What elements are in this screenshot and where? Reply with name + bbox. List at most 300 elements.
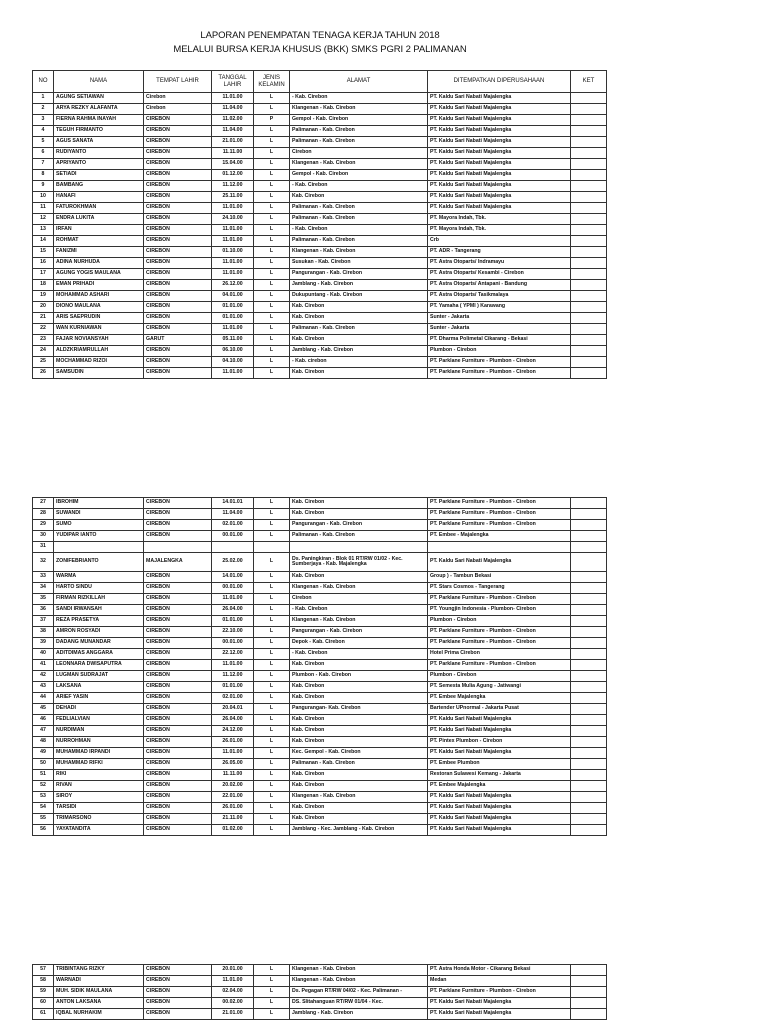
cell-birthdate: 01.12.00 [212,170,254,181]
cell-gender [254,542,290,553]
cell-address: - Kab. Cirebon [290,181,428,192]
table-row [33,203,607,214]
cell-gender: L [254,605,290,616]
cell-no: 21 [33,313,54,324]
cell-name: HARTO SINDU [54,583,144,594]
table-row [33,313,607,324]
cell-gender: L [254,638,290,649]
table-row [33,825,607,836]
cell-birthplace: CIREBON [144,594,212,605]
table-row [33,671,607,682]
table-row [33,258,607,269]
cell-address: Kab. Cirebon [290,737,428,748]
cell-birthplace: Cirebon [144,104,212,115]
cell-birthdate: 01.01.00 [212,682,254,693]
cell-address: Klangenan - Kab. Cirebon [290,247,428,258]
cell-company: Sunter - Jakarta [428,313,571,324]
cell-name: LAKSANA [54,682,144,693]
cell-note [571,987,607,998]
cell-no: 45 [33,704,54,715]
cell-no: 2 [33,104,54,115]
column-header: NAMA [54,71,144,93]
cell-note [571,605,607,616]
cell-name: WARNADI [54,976,144,987]
cell-note [571,976,607,987]
cell-note [571,715,607,726]
cell-birthplace: CIREBON [144,660,212,671]
cell-note [571,291,607,302]
table-row [33,324,607,335]
cell-birthdate: 26.12.00 [212,280,254,291]
cell-address: - Kab. cirebon [290,357,428,368]
cell-note [571,192,607,203]
table-row [33,498,607,509]
cell-company: PT. Kaldu Sari Nabati Majalengka [428,825,571,836]
cell-address: Kab. Cirebon [290,192,428,203]
cell-birthplace: CIREBON [144,759,212,770]
cell-birthdate: 24.12.00 [212,726,254,737]
cell-birthdate: 11.11.00 [212,770,254,781]
cell-birthdate: 24.10.00 [212,214,254,225]
cell-gender: L [254,825,290,836]
cell-gender: L [254,737,290,748]
cell-gender: L [254,236,290,247]
cell-no: 46 [33,715,54,726]
cell-name: SUMO [54,520,144,531]
cell-birthplace: CIREBON [144,814,212,825]
cell-address [290,542,428,553]
cell-no: 33 [33,572,54,583]
cell-note [571,627,607,638]
cell-birthplace: CIREBON [144,531,212,542]
cell-name: SIROY [54,792,144,803]
cell-birthdate: 11.12.00 [212,181,254,192]
cell-name: MOCHAMMAD RIZOI [54,357,144,368]
cell-gender: L [254,258,290,269]
cell-birthplace: CIREBON [144,726,212,737]
table-row [33,781,607,792]
cell-name: YUDIPAR IANTO [54,531,144,542]
cell-gender: L [254,531,290,542]
cell-address: Palimanan - Kab. Cirebon [290,531,428,542]
cell-gender: L [254,192,290,203]
table-row [33,236,607,247]
cell-address: Kab. Cirebon [290,781,428,792]
cell-name: ARIS SAEPRUDIN [54,313,144,324]
cell-company: Plumbon - Cirebon [428,671,571,682]
cell-birthplace: CIREBON [144,825,212,836]
cell-gender: L [254,214,290,225]
cell-note [571,236,607,247]
placement-table-part2 [32,497,607,836]
cell-gender: L [254,93,290,104]
cell-birthplace: CIREBON [144,181,212,192]
cell-gender: L [254,509,290,520]
report-title: LAPORAN PENEMPATAN TENAGA KERJA TAHUN 2018 [200,30,440,41]
cell-name: ADINA NURHUDA [54,258,144,269]
cell-name: SUWANDI [54,509,144,520]
table-row [33,553,607,572]
cell-birthdate: 01.01.00 [212,313,254,324]
cell-no: 18 [33,280,54,291]
cell-name: ENDRA LUKITA [54,214,144,225]
table-row [33,572,607,583]
cell-birthdate: 11.01.00 [212,660,254,671]
table-row [33,115,607,126]
cell-name: EMAN PRIHADI [54,280,144,291]
cell-company: PT. ADR - Tangerang [428,247,571,258]
cell-name: IBROHIM [54,498,144,509]
table-row [33,335,607,346]
cell-birthplace: CIREBON [144,781,212,792]
table-row [33,583,607,594]
cell-note [571,814,607,825]
cell-birthplace: CIREBON [144,498,212,509]
cell-note [571,509,607,520]
cell-company: PT. Parklane Furniture - Plumbon - Cirebon [428,498,571,509]
cell-company: PT. Dharma Polimetal Cikarang - Bekasi [428,335,571,346]
cell-birthdate: 01.10.00 [212,247,254,258]
cell-address: Kab. Cirebon [290,368,428,379]
cell-company: Restoran Sulawesi Kemang - Jakarta [428,770,571,781]
cell-company: PT. Kaldu Sari Nabati Majalengka [428,126,571,137]
table-row [33,638,607,649]
cell-company: PT. Kaldu Sari Nabati Majalengka [428,1009,571,1020]
cell-company: PT. Parklane Furniture - Plumbon - Cirebon [428,357,571,368]
cell-name: ZONIFEBRIANTO [54,553,144,572]
table-row [33,148,607,159]
cell-company: PT. Pintex Plumbon - Cirebon [428,737,571,748]
table-row [33,291,607,302]
cell-address: Ds. Paningkiran - Blok 01 RT/RW 01/02 - Kec. Sumberjaya - Kab. Majalengka [290,553,428,572]
cell-name: FAJAR NOVIANSYAH [54,335,144,346]
cell-name: FIRMAN RIZKILLAH [54,594,144,605]
cell-gender: L [254,357,290,368]
cell-no: 19 [33,291,54,302]
cell-company: PT. Astra Otoparts/ Indramayu [428,258,571,269]
cell-no: 30 [33,531,54,542]
table-row [33,225,607,236]
cell-no: 37 [33,616,54,627]
cell-birthdate: 11.01.00 [212,748,254,759]
cell-company: PT. Kaldu Sari Nabati Majalengka [428,148,571,159]
cell-birthplace: CIREBON [144,225,212,236]
cell-birthdate: 26.04.00 [212,605,254,616]
cell-name: IRFAN [54,225,144,236]
cell-company: PT. Kaldu Sari Nabati Majalengka [428,104,571,115]
cell-no: 32 [33,553,54,572]
cell-note [571,368,607,379]
cell-address: Kab. Cirebon [290,693,428,704]
cell-no: 7 [33,159,54,170]
cell-birthplace: CIREBON [144,148,212,159]
cell-birthdate: 21.01.00 [212,137,254,148]
cell-name: MUH. SIDIK MAULANA [54,987,144,998]
cell-gender: L [254,803,290,814]
cell-no: 39 [33,638,54,649]
table-row [33,803,607,814]
cell-name: APRIYANTO [54,159,144,170]
cell-gender: L [254,225,290,236]
cell-gender: L [254,520,290,531]
cell-address: Kab. Cirebon [290,803,428,814]
cell-address: Klangenan - Kab. Cirebon [290,616,428,627]
cell-company: PT. Kaldu Sari Nabati Majalengka [428,115,571,126]
cell-name: HANAFI [54,192,144,203]
table-row [33,1009,607,1020]
cell-gender: L [254,583,290,594]
table-row [33,715,607,726]
cell-no: 52 [33,781,54,792]
cell-note [571,638,607,649]
cell-gender: L [254,181,290,192]
table-header-row [33,71,607,93]
cell-name: DEHADI [54,704,144,715]
cell-no: 61 [33,1009,54,1020]
cell-name: MUHAMMAD RIFKI [54,759,144,770]
cell-gender: L [254,291,290,302]
cell-company: PT. Kaldu Sari Nabati Majalengka [428,203,571,214]
table-row [33,181,607,192]
cell-birthplace: CIREBON [144,605,212,616]
table-row [33,737,607,748]
cell-note [571,520,607,531]
table-row [33,302,607,313]
cell-note [571,170,607,181]
cell-birthdate: 22.12.00 [212,649,254,660]
cell-gender: L [254,770,290,781]
cell-birthplace: CIREBON [144,280,212,291]
cell-company: Group ) - Tambun Bekasi [428,572,571,583]
cell-gender: L [254,1009,290,1020]
placement-table-part1 [32,70,607,379]
cell-gender: L [254,553,290,572]
cell-company: PT. Yamaha ( YPMI ) Karawang [428,302,571,313]
cell-address: Pangurangan - Kab. Cirebon [290,269,428,280]
cell-birthplace: CIREBON [144,137,212,148]
cell-company: PT. Semesta Mulia Agung - Jatiwangi [428,682,571,693]
cell-birthdate: 11.12.00 [212,671,254,682]
cell-no: 14 [33,236,54,247]
cell-name: SANDI IRWANSAH [54,605,144,616]
cell-gender: L [254,781,290,792]
cell-note [571,159,607,170]
cell-name: WARMA [54,572,144,583]
column-header: JENIS KELAMIN [254,71,290,93]
cell-birthplace: CIREBON [144,682,212,693]
cell-company: PT. Astra Otoparts/ Antapani - Bandung [428,280,571,291]
cell-birthdate: 11.01.00 [212,93,254,104]
cell-gender: L [254,693,290,704]
cell-name: FIERNA RAHMA INAYAH [54,115,144,126]
cell-gender: L [254,498,290,509]
cell-company: PT. Embee Plumbon [428,759,571,770]
cell-gender: L [254,671,290,682]
cell-name: FANIZMI [54,247,144,258]
cell-name: WAN KURNIAWAN [54,324,144,335]
cell-birthplace: MAJALENGKA [144,553,212,572]
table-row [33,104,607,115]
cell-birthdate: 00.01.00 [212,638,254,649]
cell-address: Jamblang - Kec. Jamblang - Kab. Cirebon [290,825,428,836]
cell-no: 15 [33,247,54,258]
cell-address: Kab. Cirebon [290,770,428,781]
cell-company: PT. Parklane Furniture - Plumbon - Cirebon [428,627,571,638]
cell-gender: L [254,792,290,803]
cell-no: 60 [33,998,54,1009]
cell-no: 58 [33,976,54,987]
cell-address: Palimanan - Kab. Cirebon [290,126,428,137]
cell-address: Ds. Pegagan RT/RW 04/02 - Kec. Palimanan - [290,987,428,998]
cell-address: Dukupuntang - Kab. Cirebon [290,291,428,302]
cell-name: ROHMAT [54,236,144,247]
cell-gender: L [254,247,290,258]
cell-birthplace: CIREBON [144,616,212,627]
cell-no: 54 [33,803,54,814]
table-row [33,748,607,759]
cell-note [571,671,607,682]
cell-birthplace: CIREBON [144,357,212,368]
cell-note [571,302,607,313]
cell-birthplace: CIREBON [144,214,212,225]
table-row [33,269,607,280]
cell-company [428,542,571,553]
cell-birthplace: CIREBON [144,313,212,324]
cell-name: IQBAL NURHAKIM [54,1009,144,1020]
cell-note [571,649,607,660]
cell-no: 27 [33,498,54,509]
table-row [33,814,607,825]
cell-gender: L [254,649,290,660]
cell-gender: L [254,987,290,998]
cell-birthplace: CIREBON [144,170,212,181]
cell-no: 47 [33,726,54,737]
cell-birthdate [212,542,254,553]
cell-birthplace: CIREBON [144,368,212,379]
cell-company: PT. Embee Majalengka [428,693,571,704]
cell-company: PT. Astra Honda Motor - Cikarang Bekasi [428,965,571,976]
cell-note [571,498,607,509]
cell-note [571,583,607,594]
cell-birthplace: CIREBON [144,998,212,1009]
table-row [33,594,607,605]
cell-address: Klangenan - Kab. Cirebon [290,159,428,170]
cell-company: PT. Parklane Furniture - Plumbon - Cirebon [428,520,571,531]
cell-name: RIVAN [54,781,144,792]
cell-birthdate: 20.04.01 [212,704,254,715]
column-header: KET [571,71,607,93]
cell-birthdate: 11.01.00 [212,258,254,269]
cell-gender: L [254,616,290,627]
cell-note [571,148,607,159]
cell-no: 56 [33,825,54,836]
cell-address: Pangurangan - Kab. Cirebon [290,520,428,531]
table-row [33,682,607,693]
cell-birthdate: 06.10.00 [212,346,254,357]
cell-address: Klangenan - Kab. Cirebon [290,965,428,976]
cell-name: BAMBANG [54,181,144,192]
cell-company: PT. Youngjin Indonesia - Plumbon- Cirebon [428,605,571,616]
cell-birthdate: 01.02.00 [212,825,254,836]
cell-address: Kec. Gempol - Kab. Cirebon [290,748,428,759]
table-row [33,357,607,368]
cell-address: Palimanan - Kab. Cirebon [290,214,428,225]
cell-birthplace: CIREBON [144,520,212,531]
cell-note [571,313,607,324]
cell-name: RIKI [54,770,144,781]
cell-name: FEDLIALVIAN [54,715,144,726]
cell-company: PT. Kaldu Sari Nabati Majalengka [428,159,571,170]
cell-company: PT. Parklane Furniture - Plumbon - Cirebon [428,594,571,605]
cell-address: Klangenan - Kab. Cirebon [290,583,428,594]
cell-birthplace: CIREBON [144,236,212,247]
cell-address: Kab. Cirebon [290,498,428,509]
cell-gender: P [254,115,290,126]
cell-gender: L [254,748,290,759]
cell-note [571,726,607,737]
table-row [33,998,607,1009]
cell-name: AGUNG YOGIS MAULANA [54,269,144,280]
cell-address: Kab. Cirebon [290,660,428,671]
cell-name: NURROHMAN [54,737,144,748]
table-row [33,605,607,616]
cell-no: 53 [33,792,54,803]
cell-note [571,572,607,583]
cell-company: PT. Parklane Furniture - Plumbon - Cirebon [428,660,571,671]
cell-address: Kab. Cirebon [290,572,428,583]
cell-name: LUGMAN SUDRAJAT [54,671,144,682]
cell-name: ADITDIMAS ANGGARA [54,649,144,660]
cell-name: FATUROKHMAN [54,203,144,214]
cell-address: Klangenan - Kab. Cirebon [290,792,428,803]
cell-company: PT. Parklane Furniture - Plumbon - Cirebon [428,368,571,379]
cell-no: 34 [33,583,54,594]
cell-note [571,704,607,715]
cell-birthplace: CIREBON [144,715,212,726]
cell-address: Palimanan - Kab. Cirebon [290,236,428,247]
table-row [33,976,607,987]
cell-gender: L [254,104,290,115]
cell-birthdate: 04.01.00 [212,291,254,302]
cell-name: DADANG MUNANDAR [54,638,144,649]
cell-birthplace: CIREBON [144,159,212,170]
cell-name: ARYA REZKY ALAFANTA [54,104,144,115]
cell-birthplace: CIREBON [144,583,212,594]
cell-gender: L [254,346,290,357]
cell-company: PT. Parklane Furniture - Plumbon - Cirebon [428,509,571,520]
cell-address: Palimanan - Kab. Cirebon [290,203,428,214]
cell-company: Hotel Prima Cirebon [428,649,571,660]
cell-name: TRIBINTANG RIZKY [54,965,144,976]
cell-no: 28 [33,509,54,520]
cell-address: - Kab. Cirebon [290,649,428,660]
cell-no: 11 [33,203,54,214]
cell-birthdate: 26.05.00 [212,759,254,770]
cell-gender: L [254,324,290,335]
cell-company: PT. Kaldu Sari Nabati Majalengka [428,803,571,814]
cell-note [571,542,607,553]
cell-birthplace: CIREBON [144,987,212,998]
table-row [33,693,607,704]
cell-note [571,781,607,792]
cell-no: 48 [33,737,54,748]
cell-birthplace [144,542,212,553]
cell-company: Crb [428,236,571,247]
table-row [33,170,607,181]
cell-note [571,126,607,137]
cell-note [571,998,607,1009]
cell-birthplace: CIREBON [144,965,212,976]
